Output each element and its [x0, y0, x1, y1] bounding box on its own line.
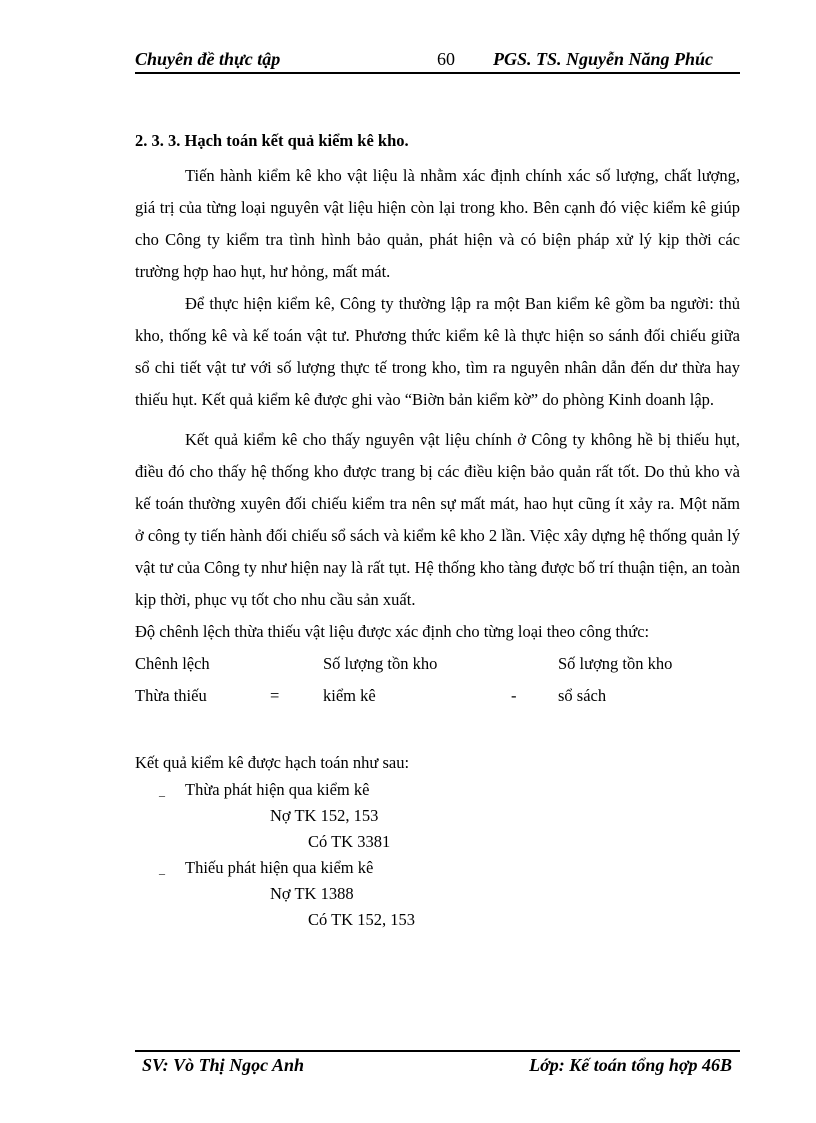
- header-document-title: Chuyên đề thực tập: [135, 49, 281, 69]
- header-supervisor: PGS. TS. Nguyễn Năng Phúc: [493, 49, 714, 69]
- formula-row1-col3: Số lượng tồn kho: [558, 654, 673, 673]
- entry-label: Thiếu phát hiện qua kiểm kê: [185, 858, 374, 877]
- section-heading: 2. 3. 3. Hạch toán kết quả kiểm kê kho.: [135, 131, 409, 150]
- paragraph-3: Kết quả kiểm kê cho thấy nguyên vật liệu chính ở Công ty không hề bị thiếu hụt, điều đó cho thấy hệ thống kho được trang bị các điều kiện bảo quản rất tốt. Do thủ kho và kế toán thường xuyên đối chiếu kiểm tra nên sự mất mát, hao hụt cũng ít xảy ra. Một năm ở công ty tiến hành đối chiếu sổ sách và kiểm kê kho 2 lần. Việc xây dựng hệ thống quản lý vật tư của Công ty như hiện nay là rất tụt. Hệ thống kho tàng được bố trí thuận tiện, an toàn kịp thời, phục vụ tốt cho nhu cầu sản xuất.: [135, 430, 740, 609]
- entry-label: Thừa phát hiện qua kiểm kê: [185, 780, 370, 799]
- page-header: [135, 47, 740, 73]
- footer-class-name: Lớp: Kế toán tổng hợp 46B: [529, 1055, 732, 1075]
- accounting-entries: [135, 748, 740, 933]
- formula-minus-sign: -: [511, 686, 517, 705]
- bullet-dash-icon: _: [159, 862, 165, 876]
- entry-debit: Nợ TK 1388: [270, 884, 354, 903]
- bullet-dash-icon: _: [159, 784, 165, 798]
- entry-item: [135, 855, 740, 881]
- formula-equals-sign: =: [270, 686, 280, 705]
- formula-block: [135, 648, 740, 712]
- entry-debit: Nợ TK 152, 153: [270, 806, 379, 825]
- formula-row1-col2: Số lượng tồn kho: [323, 654, 438, 673]
- paragraph-1: Tiến hành kiểm kê kho vật liệu là nhằm xác định chính xác số lượng, chất lượng, giá trị của từng loại nguyên vật liệu hiện còn lại trong kho. Bên cạnh đó việc kiểm kê giúp cho Công ty kiểm tra tình hình bảo quản, phát hiện và có biện pháp xử lý kịp thời các trường hợp hao hụt, hư hỏng, mất mát.: [135, 166, 740, 281]
- formula-intro: Độ chênh lệch thừa thiếu vật liệu được xác định cho từng loại theo công thức:: [135, 622, 650, 641]
- entry-credit: Có TK 3381: [308, 832, 391, 851]
- entry-credit: Có TK 152, 153: [308, 910, 415, 929]
- page-body: [135, 128, 740, 933]
- formula-row1-col1: Chênh lệch: [135, 654, 210, 673]
- footer-divider: [135, 1050, 740, 1052]
- header-divider: [135, 72, 740, 74]
- footer-student-name: SV: Vò Thị Ngọc Anh: [142, 1055, 305, 1075]
- header-page-number: 60: [437, 49, 455, 69]
- paragraph-2: Để thực hiện kiểm kê, Công ty thường lập ra một Ban kiểm kê gồm ba người: thủ kho, thống kê và kế toán vật tư. Phương thức kiểm kê là thực hiện so sánh đối chiếu giữa sổ chi tiết vật tư với số lượng thực tế trong kho, tìm ra nguyên nhân dẫn đến dư thừa hay thiếu hụt. Kết quả kiểm kê được ghi vào “Biờn bản kiểm kờ” do phòng Kinh doanh lập.: [135, 294, 740, 409]
- formula-row2-col2: kiểm kê: [323, 686, 376, 705]
- entry-item: [135, 777, 740, 803]
- formula-row2-col1: Thừa thiếu: [135, 686, 207, 705]
- entries-intro: Kết quả kiểm kê được hạch toán như sau:: [135, 753, 410, 772]
- formula-row2-col3: sổ sách: [558, 686, 607, 705]
